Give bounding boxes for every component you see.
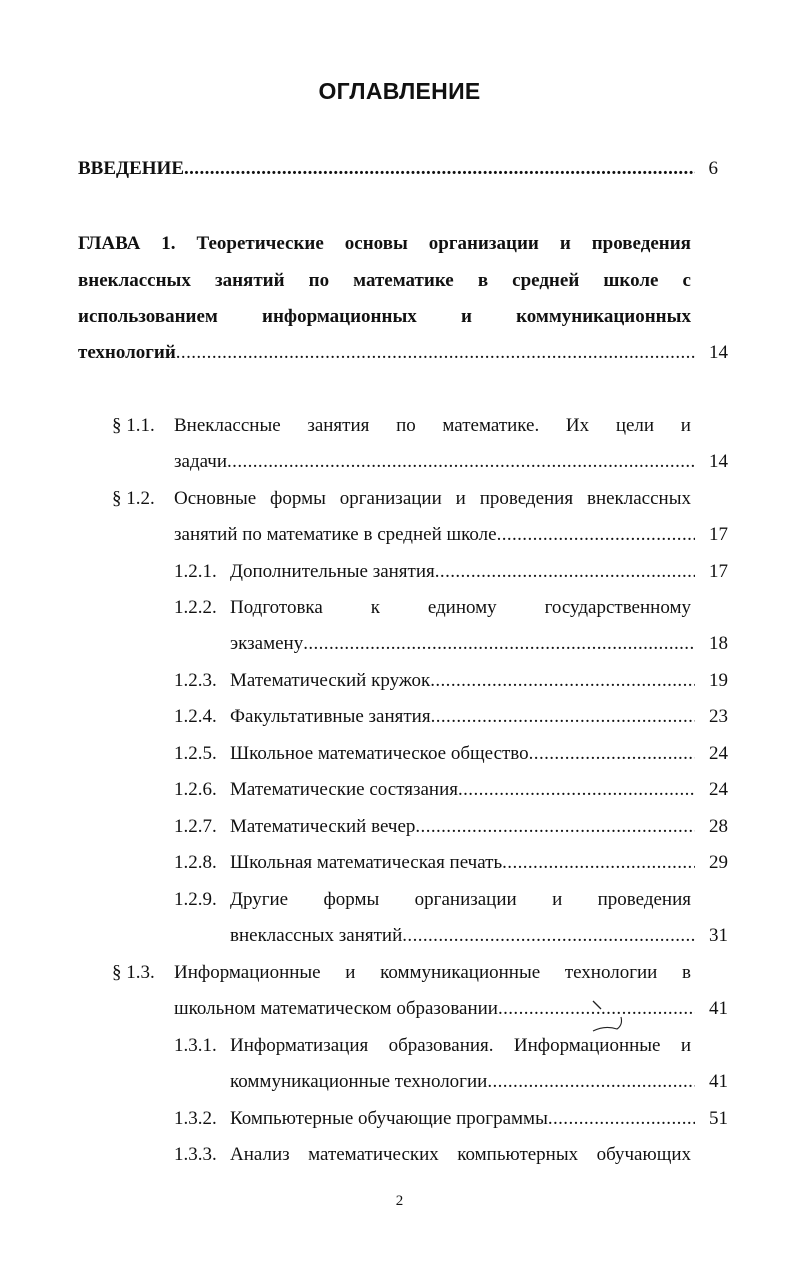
toc-entry-1-2-9[interactable] (230, 925, 728, 947)
toc-entry-section-1-3[interactable] (174, 998, 728, 1020)
page-number: 28 (709, 816, 728, 837)
toc-entry-section-1-1[interactable] (174, 451, 728, 473)
entry-title: Школьное математическое общество (230, 743, 529, 764)
toc-entry-section-1-2[interactable] (174, 524, 728, 546)
subsection-number: 1.3.1. (174, 1035, 217, 1056)
leader-dots (227, 451, 695, 473)
entry-title: задачи (174, 451, 228, 472)
leader-dots (502, 852, 695, 874)
chapter1-line1: ГЛАВА 1. Теоретические основы организации и проведения (78, 233, 691, 254)
entry-title: школьном математическом образовании (174, 998, 498, 1019)
toc-entry-1-2-6[interactable] (230, 779, 728, 801)
toc-title: ОГЛАВЛЕНИЕ (318, 78, 481, 104)
toc-entry-chapter1[interactable] (78, 342, 728, 364)
page-number: 14 (709, 451, 728, 472)
subsection-number: 1.2.4. (174, 706, 217, 727)
subsection-number: 1.2.1. (174, 561, 217, 582)
page-number: 6 (708, 158, 718, 179)
section-1-2-line1: Основные формы организации и проведения внеклассных (174, 488, 691, 509)
leader-dots (430, 670, 695, 692)
entry-title: коммуникационные технологии (230, 1071, 488, 1092)
subsection-1-3-3-line1: Анализ математических компьютерных обучающих (230, 1144, 691, 1165)
page-number: 41 (709, 1071, 728, 1092)
subsection-number: 1.2.9. (174, 889, 217, 910)
toc-entry-1-2-1[interactable] (230, 561, 728, 583)
entry-title: экзамену (230, 633, 304, 654)
leader-dots (431, 706, 695, 728)
section-number: § 1.2. (112, 488, 155, 509)
toc-entry-1-2-2[interactable] (230, 633, 728, 655)
entry-title: внеклассных занятий (230, 925, 403, 946)
page-number: 17 (709, 524, 728, 545)
entry-title: ВВЕДЕНИЕ (78, 158, 184, 179)
subsection-number: 1.2.2. (174, 597, 217, 618)
page-number: 14 (709, 342, 728, 363)
page-number-footer: 2 (395, 1193, 404, 1209)
section-number: § 1.3. (112, 962, 155, 983)
entry-title: Математический кружок (230, 670, 431, 691)
section-1-1-line1: Внеклассные занятия по математике. Их цели и (174, 415, 691, 436)
page-number: 31 (709, 925, 728, 946)
page-number: 19 (709, 670, 728, 691)
toc-entry-1-2-7[interactable] (230, 816, 728, 838)
subsection-number: 1.2.8. (174, 852, 217, 873)
entry-title: Факультативные занятия (230, 706, 431, 727)
page-number: 29 (709, 852, 728, 873)
leader-dots (176, 342, 695, 364)
subsection-number: 1.3.3. (174, 1144, 217, 1165)
pen-mark-icon (585, 995, 635, 1040)
page-number: 23 (709, 706, 728, 727)
entry-title: занятий по математике в средней школе (174, 524, 497, 545)
entry-title: Дополнительные занятия (230, 561, 435, 582)
page-number: 51 (709, 1108, 728, 1129)
leader-dots (497, 524, 695, 546)
toc-entry-intro[interactable] (78, 158, 718, 180)
entry-title: Математический вечер (230, 816, 416, 837)
toc-entry-1-2-8[interactable] (230, 852, 728, 874)
chapter1-line2: внеклассных занятий по математике в средней школе с (78, 270, 691, 291)
page-number: 24 (709, 743, 728, 764)
leader-dots (458, 779, 695, 801)
page-number: 24 (709, 779, 728, 800)
leader-dots (415, 816, 695, 838)
leader-dots (529, 743, 695, 765)
toc-entry-1-3-2[interactable] (230, 1108, 728, 1130)
leader-dots (303, 633, 695, 655)
subsection-number: 1.2.3. (174, 670, 217, 691)
toc-entry-1-2-3[interactable] (230, 670, 728, 692)
leader-dots (435, 561, 695, 583)
page-number: 18 (709, 633, 728, 654)
entry-title: Компьютерные обучающие программы (230, 1108, 548, 1129)
subsection-1-3-1-line1: Информатизация образования. Информационные и (230, 1035, 691, 1056)
leader-dots (548, 1108, 695, 1130)
section-number: § 1.1. (112, 415, 155, 436)
toc-entry-1-3-1[interactable] (230, 1071, 728, 1093)
leader-dots (487, 1071, 695, 1093)
chapter1-line3: использованием информационных и коммуникационных (78, 306, 691, 327)
subsection-1-2-2-line1: Подготовка к единому государственному (230, 597, 691, 618)
subsection-1-2-9-line1: Другие формы организации и проведения (230, 889, 691, 910)
subsection-number: 1.2.6. (174, 779, 217, 800)
entry-title: Школьная математическая печать (230, 852, 503, 873)
toc-entry-1-2-4[interactable] (230, 706, 728, 728)
section-1-3-line1: Информационные и коммуникационные технологии в (174, 962, 691, 983)
subsection-number: 1.2.7. (174, 816, 217, 837)
entry-title: технологий (78, 342, 176, 363)
leader-dots (402, 925, 695, 947)
toc-entry-1-2-5[interactable] (230, 743, 728, 765)
subsection-number: 1.2.5. (174, 743, 217, 764)
page-number: 17 (709, 561, 728, 582)
entry-title: Математические состязания (230, 779, 458, 800)
subsection-number: 1.3.2. (174, 1108, 217, 1129)
page-number: 41 (709, 998, 728, 1019)
leader-dots (184, 158, 695, 180)
